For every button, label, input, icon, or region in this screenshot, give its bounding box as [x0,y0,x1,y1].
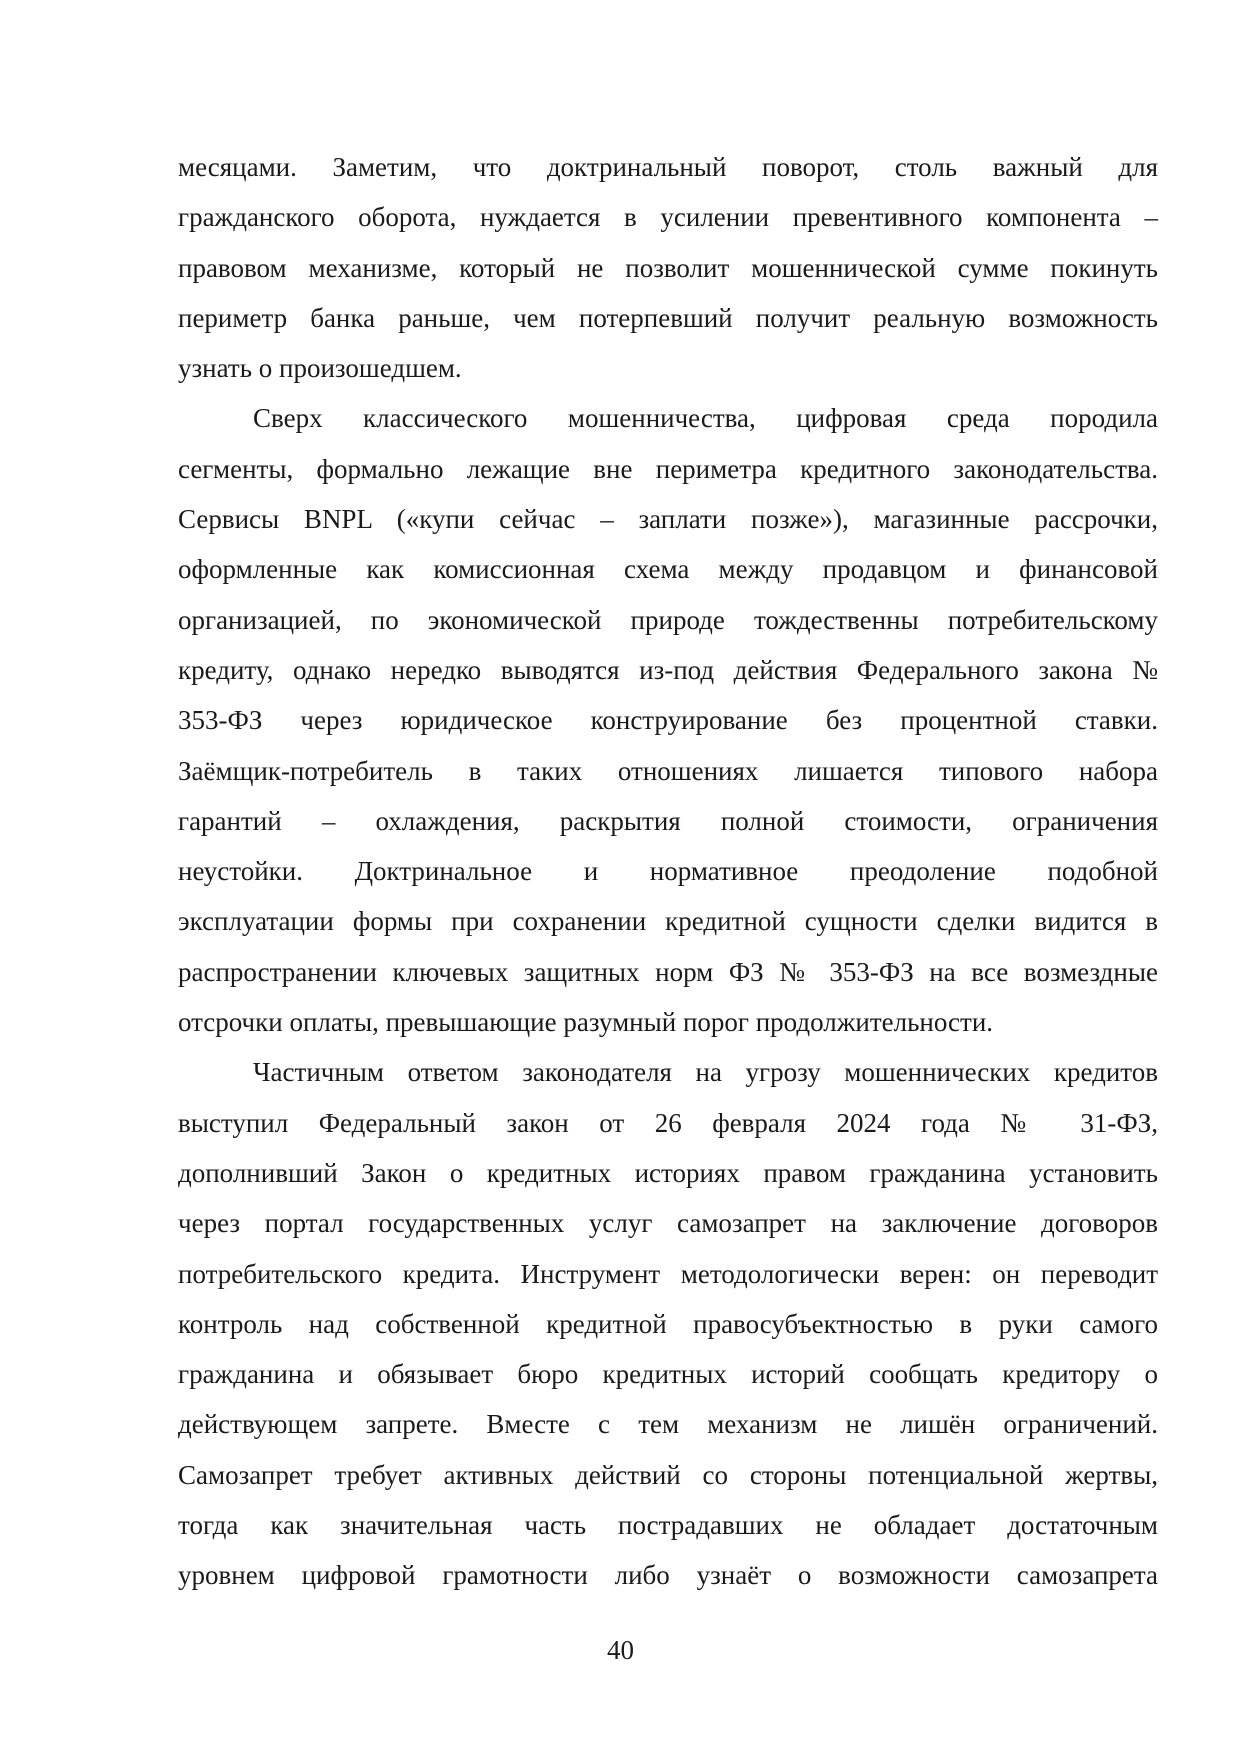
text-line: гражданина и обязывает бюро кредитных историй сообщать кредитору о [178,1359,1158,1390]
page-number: 40 [607,1635,634,1665]
text-line: через портал государственных услуг самозапрет на заключение договоров [178,1208,1158,1239]
text-line: выступил Федеральный закон от 26 февраля 2024 года № 31-ФЗ, [178,1107,1158,1138]
text-line: организацией, по экономической природе тождественны потребительскому [178,604,1158,635]
text-line: неустойки. Доктринальное и нормативное преодоление подобной [178,856,1158,887]
text-line: оформленные как комиссионная схема между продавцом и финансовой [178,554,1158,585]
text-line: Сервисы BNPL («купи сейчас – заплати позже»), магазинные рассрочки, [178,504,1158,535]
text-line: гражданского оборота, нуждается в усилении превентивного компонента – [178,202,1158,233]
text-line: сегменты, формально лежащие вне периметра кредитного законодательства. [178,453,1158,484]
text-line: Самозапрет требует активных действий со стороны потенциальной жертвы, [178,1459,1158,1490]
paragraph [178,1047,1158,1600]
text-line: действующем запрете. Вместе с тем механизм не лишён ограничений. [178,1409,1158,1440]
text-line: правовом механизме, который не позволит мошеннической сумме покинуть [178,252,1158,283]
text-line: Частичным ответом законодателя на угрозу мошеннических кредитов [253,1057,1158,1088]
body-text [178,142,1158,1601]
text-line: Заёмщик-потребитель в таких отношениях лишается типового набора [178,755,1158,786]
text-line: эксплуатации формы при сохранении кредитной сущности сделки видится в [178,906,1158,937]
text-line: дополнивший Закон о кредитных историях правом гражданина установить [178,1157,1158,1188]
text-line: Сверх классического мошенничества, цифровая среда породила [253,403,1158,434]
text-line: контроль над собственной кредитной правосубъектностью в руки самого [178,1308,1158,1339]
text-line: распространении ключевых защитных норм ФЗ № 353-ФЗ на все возмездные [178,956,1158,987]
text-line: месяцами. Заметим, что доктринальный поворот, столь важный для [178,152,1158,182]
text-line: потребительского кредита. Инструмент методологически верен: он переводит [178,1258,1158,1289]
text-line: 353-ФЗ через юридическое конструирование без процентной ставки. [178,705,1158,736]
text-line: периметр банка раньше, чем потерпевший получит реальную возможность [178,302,1158,333]
text-line: тогда как значительная часть пострадавших не обладает достаточным [178,1510,1158,1541]
text-line: уровнем цифровой грамотности либо узнаёт о возможности самозапрета [178,1560,1158,1591]
text-line: гарантий – охлаждения, раскрытия полной стоимости, ограничения [178,805,1158,836]
paragraph [178,142,1158,393]
text-line: отсрочки оплаты, превышающие разумный порог продолжительности. [178,1007,994,1038]
text-line: кредиту, однако нередко выводятся из-под действия Федерального закона № [178,654,1158,685]
paragraph [178,393,1158,1047]
text-line: узнать о произошедшем. [178,353,462,384]
